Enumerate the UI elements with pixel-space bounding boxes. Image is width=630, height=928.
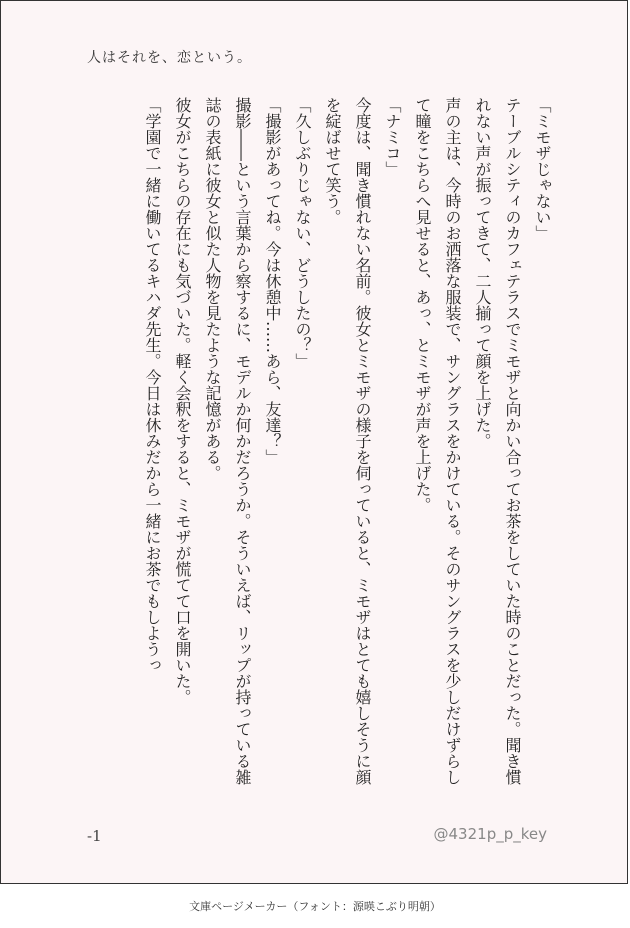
paragraph: 撮影――という言葉から察するに、モデルか何かだろうか。そういえば、リップが持っている雑誌の表紙に彼女と似た人物を見たような記憶がある。 — [203, 97, 252, 785]
paragraph: 「学園で一緒に働いてるキハダ先生。今日は休みだから一緒にお茶でもしようっ — [143, 97, 162, 673]
generator-credit: 文庫ページメーカー（フォント：源暎こぶり明朝） — [189, 900, 441, 913]
paragraph: テーブルシティのカフェテラスでミモザと向かい合ってお茶をしていた時のことだった。聞き慣れない声が振ってきて、二人揃って顔を上げた。 — [473, 97, 522, 785]
paragraph: 声の主は、今時のお洒落な服装で、サングラスをかけている。そのサングラスを少しだけずらして瞳をこちらへ見せると、あっ、とミモザが声を上げた。 — [413, 97, 462, 785]
paragraph: 彼女がこちらの存在にも気づいた。軽く会釈をすると、ミモザが慌てて口を開いた。 — [173, 97, 192, 705]
paragraph: 「久しぶりじゃない、どうしたの？」 — [293, 97, 312, 369]
paragraph: 今度は、聞き慣れない名前。彼女とミモザの様子を伺っていると、ミモザはとても嬉しそうに顔を綻ばせて笑う。 — [323, 97, 372, 785]
running-title: 人はそれを、恋という。 — [87, 50, 252, 66]
paragraph: 「ナミコ」 — [383, 97, 402, 177]
paragraph: 「撮影があってね。今は休憩中……あら、友達？」 — [263, 97, 282, 465]
author-handle: @4321p_p_key — [433, 825, 547, 843]
vertical-body-text — [137, 97, 557, 797]
page-number: -1 — [87, 827, 102, 845]
paragraph: 「ミモザじゃない」 — [533, 97, 552, 241]
